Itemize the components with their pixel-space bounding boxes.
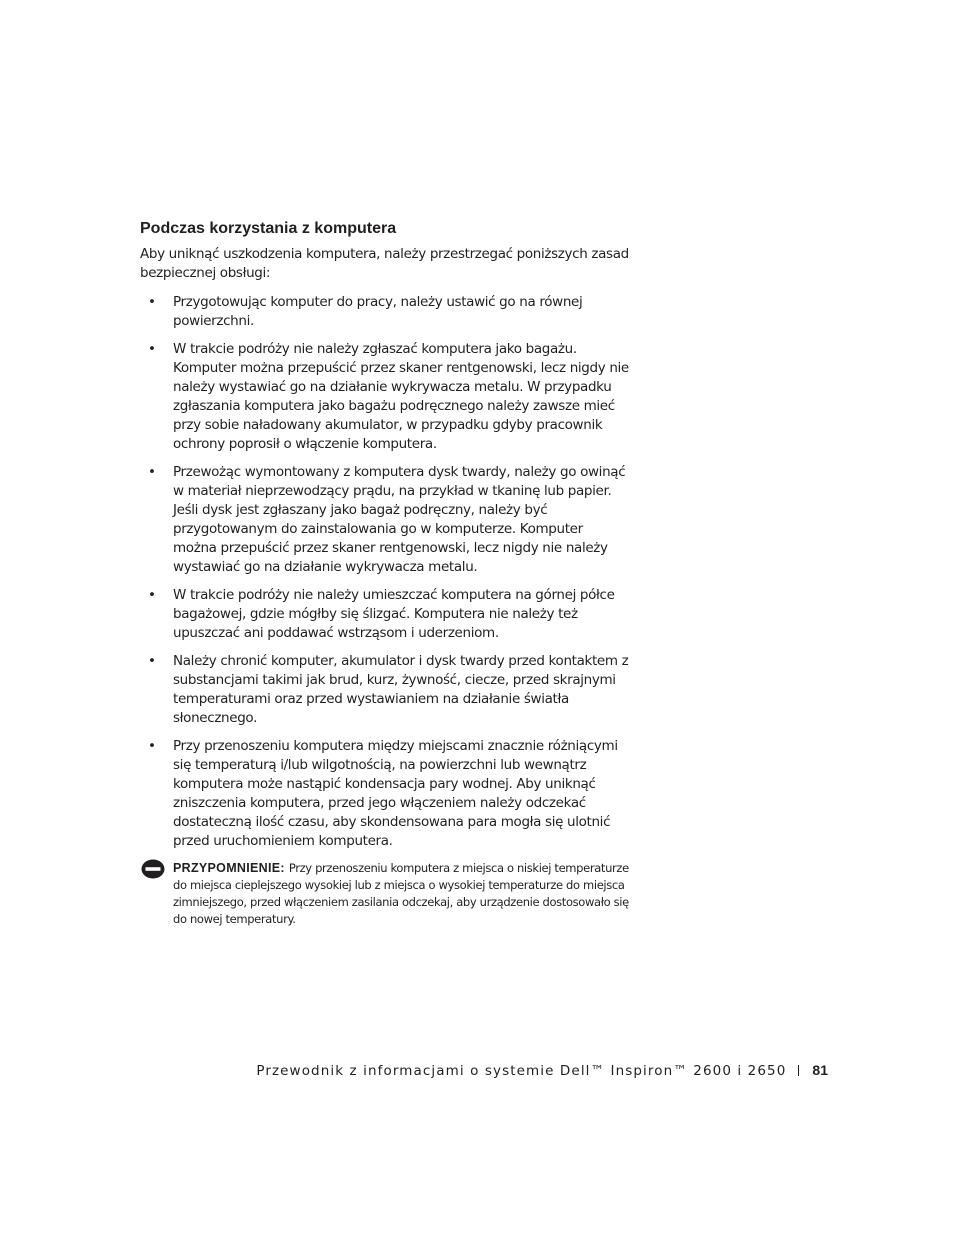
list-item — [140, 293, 630, 331]
list-item-text: W trakcie podróży nie należy umieszczać komputera na górnej półce bagażowej, gdzie mógłby się ślizgać. Komputera nie należy też upuszczać ani poddawać wstrząsom i uderzeniom. — [173, 587, 615, 641]
section-heading: Podczas korzystania z komputera — [140, 220, 397, 237]
list-item — [140, 586, 630, 643]
list-item — [140, 737, 630, 851]
intro-paragraph: Aby uniknąć uszkodzenia komputera, należy przestrzegać poniższych zasad bezpiecznej obsługi: — [140, 246, 629, 281]
bullet-icon: • — [148, 587, 156, 603]
bullet-icon: • — [148, 341, 156, 357]
bullet-icon: • — [148, 294, 156, 310]
bullet-icon: • — [148, 464, 156, 480]
guide-title: Przewodnik z informacjami o systemie Dell™ Inspiron™ 2600 i 2650 — [256, 1063, 787, 1079]
notice-box — [140, 860, 630, 928]
list-item-text: Przewożąc wymontowany z komputera dysk twardy, należy go owinąć w materiał nieprzewodzący prądu, na przykład w tkaninę lub papier. Jeśli dysk jest zgłaszany jako bagaż podręczny, należy być przygotowanym do zainstalowania go w komputerze. Komputer można przepuścić przez skaner rentgenowski, lecz nigdy nie należy wystawiać go na działanie wykrywacza metalu. — [173, 464, 626, 575]
page-content — [140, 219, 630, 928]
list-item-text: Należy chronić komputer, akumulator i dysk twardy przed kontaktem z substancjami takimi jak brud, kurz, żywność, ciecze, przed skrajnymi temperaturami oraz przed wystawianiem na działanie światła słonecznego. — [173, 653, 629, 726]
notice-icon — [141, 859, 165, 879]
notice-text: Przy przenoszeniu komputera z miejsca o niskiej temperaturze do miejsca cieplejszego wysokiej lub z miejsca o wysokiej temperaturze do miejsca zimniejszego, przed włączeniem zasilania odczekaj, aby urządzenie dostosowało się do nowej temperatury. — [173, 861, 629, 926]
list-item-text: Przygotowując komputer do pracy, należy ustawić go na równej powierzchni. — [173, 294, 583, 329]
list-item-text: W trakcie podróży nie należy zgłaszać komputera jako bagażu. Komputer można przepuścić przez skaner rentgenowski, lecz nigdy nie należy wystawiać go na działanie wykrywacza metalu. W przypadku zgłaszania komputera jako bagażu podręcznego należy zawsze mieć przy sobie naładowany akumulator, w przypadku gdyby pracownik ochrony poprosił o włączenie komputera. — [173, 341, 629, 452]
bullet-icon: • — [148, 738, 156, 754]
footer-separator — [798, 1065, 799, 1076]
bullet-icon: • — [148, 653, 156, 669]
page-number: 81 — [812, 1062, 828, 1078]
list-item — [140, 463, 630, 577]
list-item — [140, 652, 630, 728]
precautions-list — [140, 293, 630, 851]
page-footer — [256, 1061, 828, 1080]
list-item — [140, 340, 630, 454]
notice-label: PRZYPOMNIENIE: — [173, 861, 285, 875]
list-item-text: Przy przenoszeniu komputera między miejscami znacznie różniącymi się temperaturą i/lub wilgotnością, na powierzchni lub wewnątrz komputera może nastąpić kondensacja pary wodnej. Aby uniknąć zniszczenia komputera, przed jego włączeniem należy odczekać dostateczną ilość czasu, aby skondensowana para mogła się ulotnić przed uruchomieniem komputera. — [173, 738, 618, 849]
